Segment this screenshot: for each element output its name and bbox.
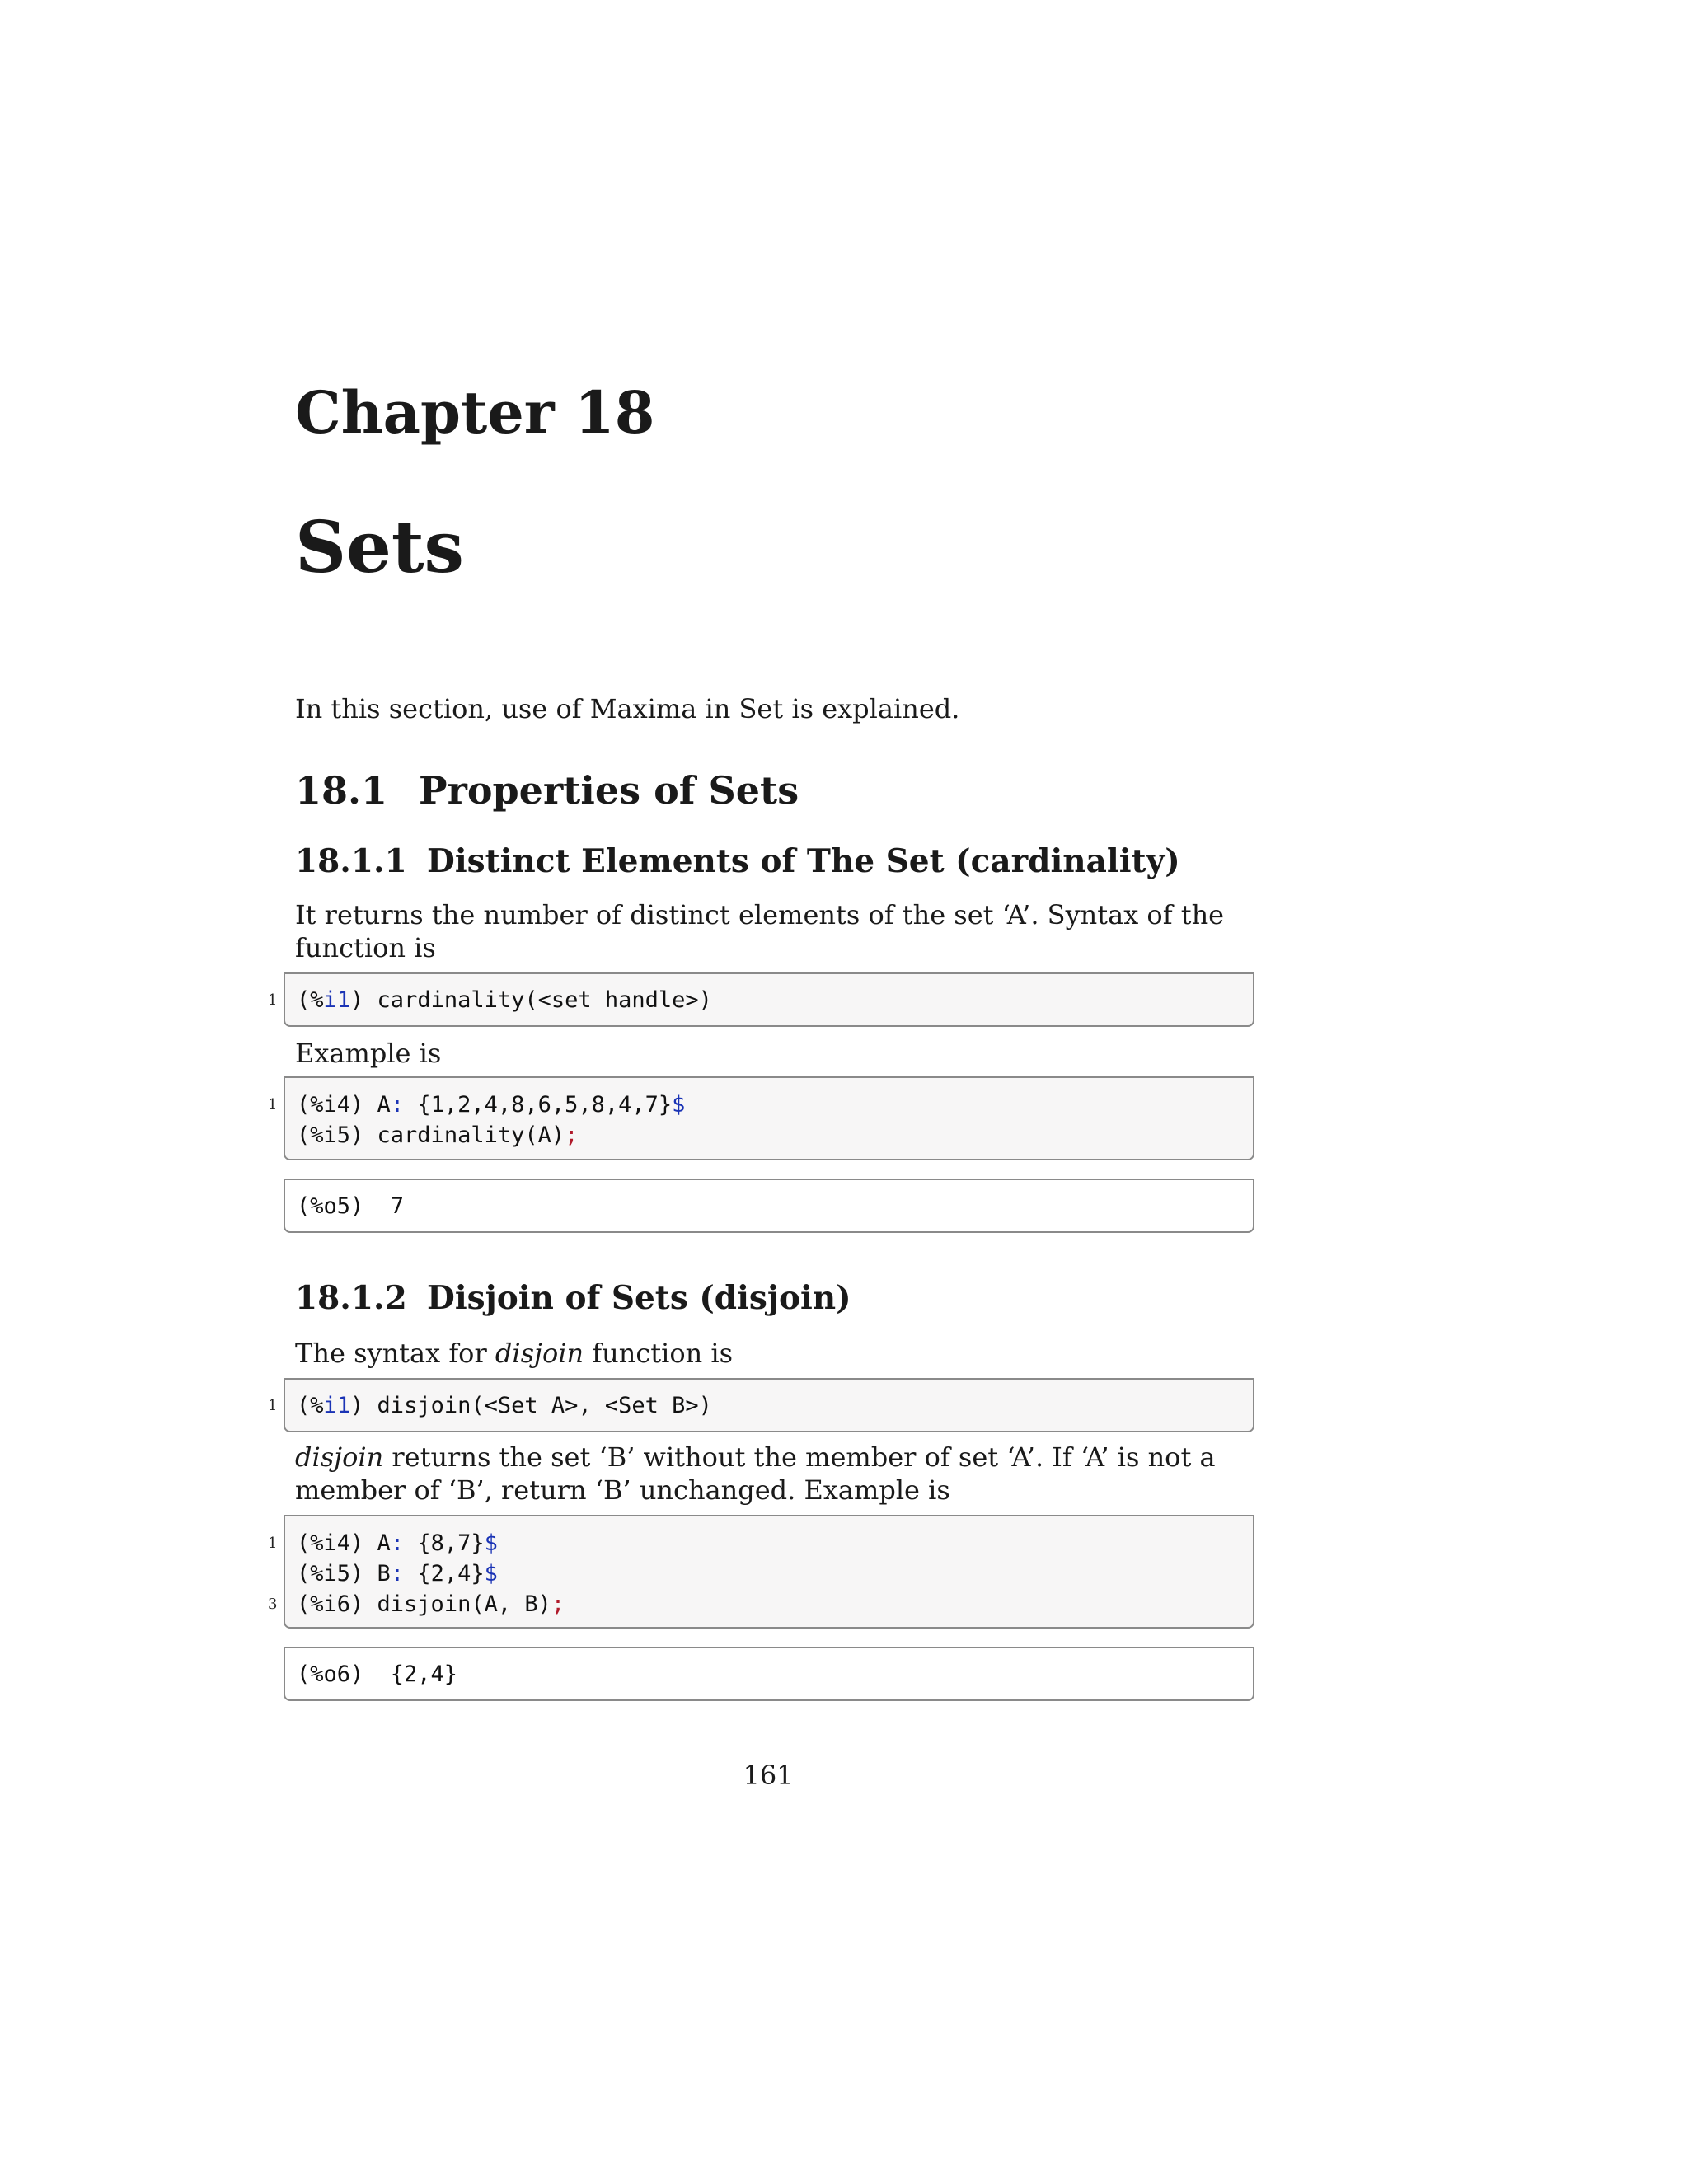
code-text: A <box>363 1092 391 1118</box>
section-heading-18-1 <box>295 768 799 813</box>
assign-colon: : <box>390 1092 405 1118</box>
assign-colon: : <box>390 1561 405 1586</box>
subsection-number: 18.1.1 <box>295 842 407 880</box>
code-text: cardinality(<set handle>) <box>363 987 712 1013</box>
assign-colon: : <box>390 1530 405 1556</box>
code-line <box>297 1558 1253 1589</box>
chapter-label: Chapter 18 <box>295 378 655 447</box>
prompt-tag: i1 <box>323 987 351 1013</box>
cardinality-syntax-code-block <box>268 972 1254 1027</box>
subsection-title: Disjoin of Sets (disjoin) <box>427 1279 851 1317</box>
section-title: Properties of Sets <box>419 768 799 813</box>
subsection-title: Distinct Elements of The Set (cardinality) <box>427 842 1180 880</box>
line-number: 1 <box>268 991 278 1009</box>
prompt: (%i4) <box>297 1092 364 1118</box>
output-line: (%o6) {2,4} <box>297 1661 458 1687</box>
terminator: ; <box>551 1591 565 1617</box>
subsection-heading-18-1-1 <box>295 842 1180 880</box>
function-name: disjoin <box>295 1441 384 1473</box>
text: returns the set ‘B’ without the member of set ‘A’. If ‘A’ is not a member of ‘B’, return ‘B’ unchanged. Example is <box>295 1441 1216 1506</box>
code-line <box>268 985 1253 1015</box>
prompt: (%i4) <box>297 1530 364 1556</box>
prompt: (%i5) <box>297 1122 364 1148</box>
line-number: 1 <box>268 1535 278 1552</box>
silent-terminator: $ <box>484 1530 498 1556</box>
subsection-heading-18-1-2 <box>295 1279 851 1317</box>
terminator: ; <box>565 1122 579 1148</box>
code-text: cardinality(A) <box>363 1122 565 1148</box>
code-line <box>268 1390 1253 1421</box>
code-text: disjoin(A, B) <box>363 1591 551 1617</box>
code-line <box>268 1528 1253 1558</box>
page-number: 161 <box>743 1760 794 1791</box>
output-line: (%o5) 7 <box>297 1193 405 1219</box>
line-number: 1 <box>268 1397 278 1414</box>
silent-terminator: $ <box>484 1561 498 1586</box>
function-name: disjoin <box>495 1338 584 1369</box>
code-text: disjoin(<Set A>, <Set B>) <box>363 1393 712 1418</box>
code-text: {8,7} <box>404 1530 485 1556</box>
disjoin-example-code-block <box>268 1515 1254 1629</box>
prompt-tag: i1 <box>323 1393 351 1418</box>
text: The syntax for <box>295 1338 495 1369</box>
prompt: (%i6) <box>297 1591 364 1617</box>
prompt-suffix: ) <box>350 987 364 1013</box>
silent-terminator: $ <box>672 1092 686 1118</box>
code-line <box>297 1120 1253 1151</box>
code-text: {1,2,4,8,6,5,8,4,7} <box>404 1092 673 1118</box>
subsection-number: 18.1.2 <box>295 1279 407 1317</box>
prompt-suffix: ) <box>350 1393 364 1418</box>
cardinality-description: It returns the number of distinct elements of the set ‘A’. Syntax of the function is <box>295 899 1225 963</box>
code-text: A <box>363 1530 391 1556</box>
code-text: {2,4} <box>404 1561 485 1586</box>
text: function is <box>584 1338 734 1369</box>
chapter-title: Sets <box>295 506 464 589</box>
code-line <box>268 1589 1253 1619</box>
code-line <box>268 1090 1253 1120</box>
disjoin-syntax-code-block <box>268 1378 1254 1432</box>
prompt: (%i5) <box>297 1561 364 1586</box>
code-text: B <box>363 1561 391 1586</box>
disjoin-description <box>295 1441 1254 1507</box>
prompt-prefix: (% <box>297 1393 324 1418</box>
disjoin-output-block <box>284 1647 1254 1701</box>
section-number: 18.1 <box>295 768 388 813</box>
cardinality-example-code-block <box>268 1076 1254 1160</box>
line-number: 3 <box>268 1596 278 1613</box>
example-label: Example is <box>295 1038 442 1069</box>
intro-paragraph: In this section, use of Maxima in Set is explained. <box>295 693 960 724</box>
cardinality-output-block <box>284 1179 1254 1233</box>
prompt-prefix: (% <box>297 987 324 1013</box>
line-number: 1 <box>268 1096 278 1113</box>
disjoin-syntax-intro <box>295 1337 1254 1370</box>
